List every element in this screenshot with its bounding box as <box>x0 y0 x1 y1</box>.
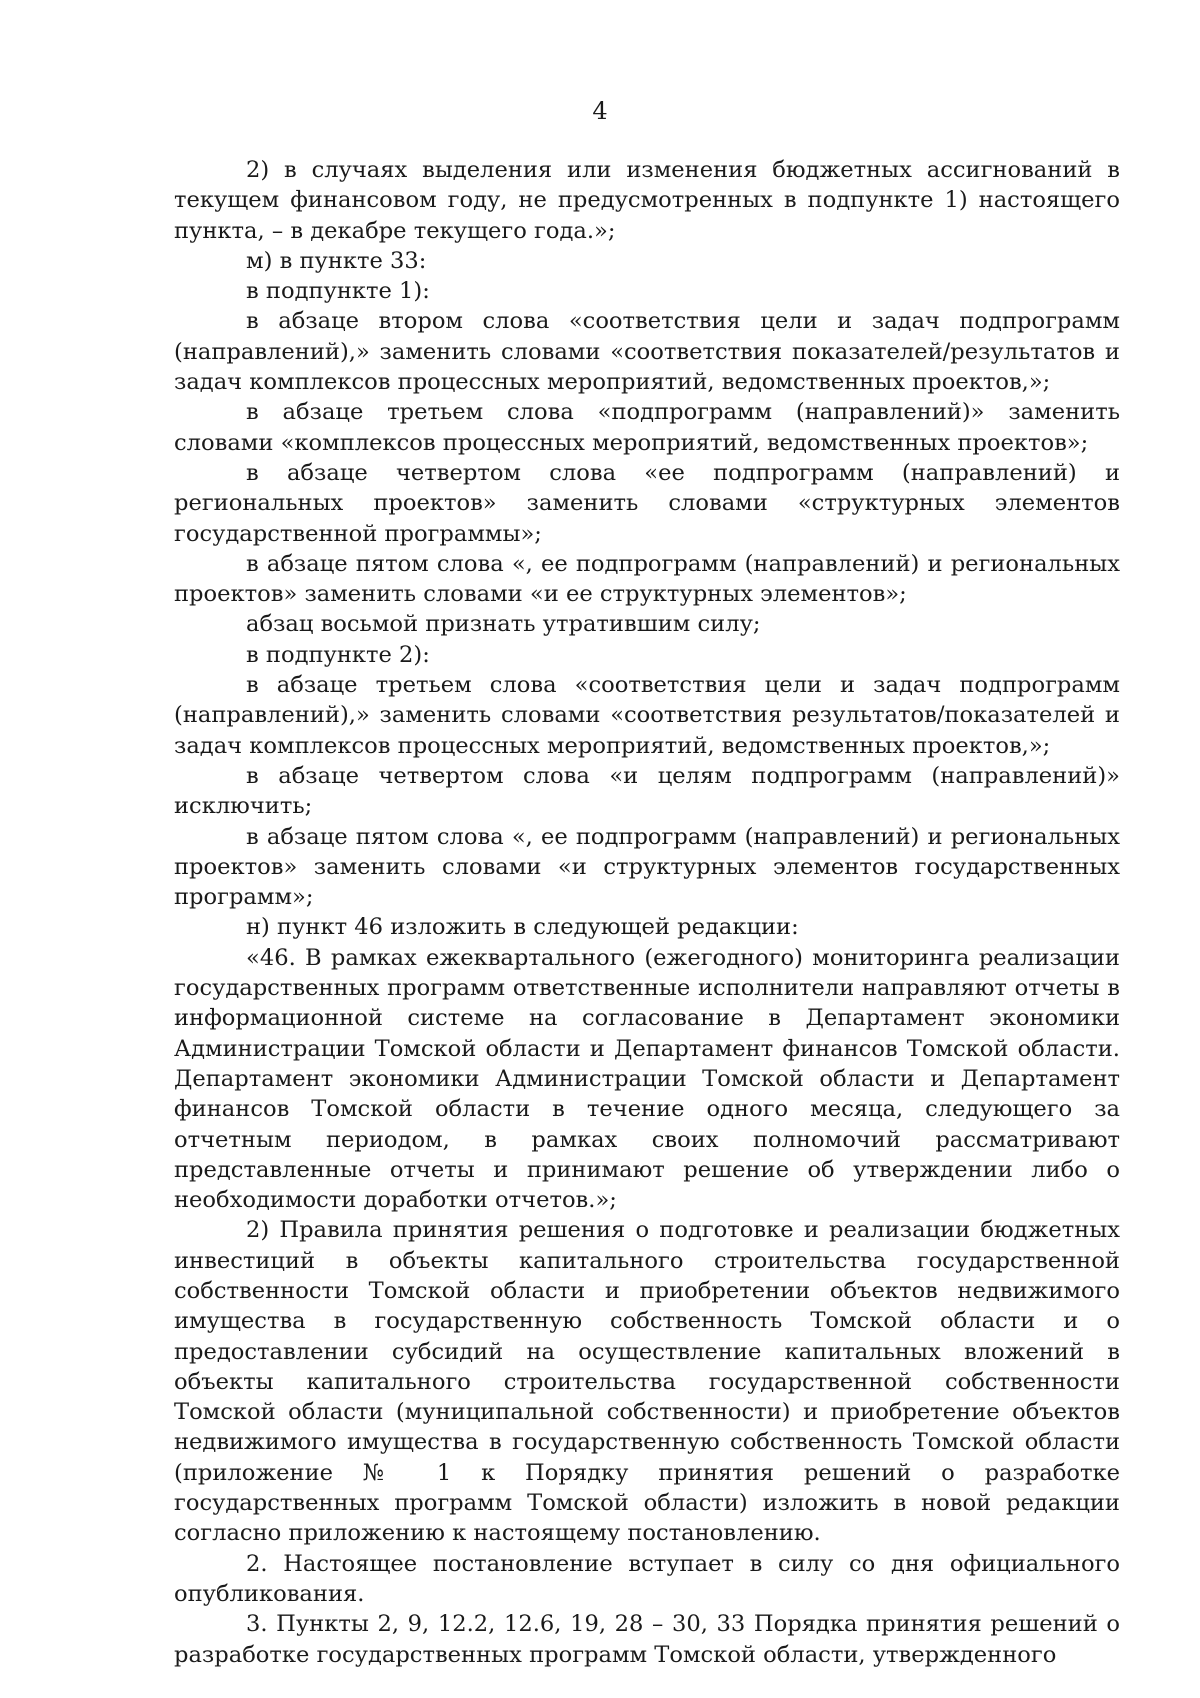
paragraph: н) пункт 46 изложить в следующей редакции: <box>246 914 799 941</box>
paragraph: в абзаце пятом слова «, ее подпрограмм (направлений) и региональных проектов» заменить словами «и ее структурных элементов»; <box>174 550 1120 608</box>
paragraph: м) в пункте 33: <box>246 247 427 274</box>
paragraph: в подпункте 2): <box>246 641 430 668</box>
paragraph: 2) в случаях выделения или изменения бюджетных ассигнований в текущем финансовом году, не предусмотренных в подпункте 1) настоящего пункта, – в декабре текущего года.»; <box>174 157 1120 244</box>
paragraph: абзац восьмой признать утратившим силу; <box>246 611 761 638</box>
paragraph: в подпункте 1): <box>246 278 430 305</box>
paragraph: в абзаце четвертом слова «и целям подпрограмм (направлений)» исключить; <box>174 762 1120 820</box>
paragraph: «46. В рамках ежеквартального (ежегодного) мониторинга реализации государственных программ ответственные исполнители направляют отчеты в информационной системе на согласование в Департамент экономики Администрации Томской области и Департамент финансов Томской области. Департамент экономики Администрации Томской области и Департамент финансов Томской области в течение одного месяца, следующего за отчетным периодом, в рамках своих полномочий рассматривают представленные отчеты и принимают решение об утверждении либо о необходимости доработки отчетов.»; <box>174 944 1120 1214</box>
paragraph: в абзаце третьем слова «подпрограмм (направлений)» заменить словами «комплексов процессных мероприятий, ведомственных проектов»; <box>174 399 1120 456</box>
document-body <box>174 155 1120 1670</box>
paragraph: в абзаце третьем слова «соответствия цели и задач подпрограмм (направлений),» заменить словами «соответствия результатов/показателей и задач комплексов процессных мероприятий, ведомственных проектов,»; <box>174 672 1120 759</box>
paragraph: в абзаце четвертом слова «ее подпрограмм (направлений) и региональных проектов» заменить словами «структурных элементов государственной программы»; <box>174 459 1120 547</box>
paragraph: 3. Пункты 2, 9, 12.2, 12.6, 19, 28 – 30, 33 Порядка принятия решений о разработке государственных программ Томской области, утвержденного <box>174 1611 1120 1668</box>
paragraph: 2. Настоящее постановление вступает в силу со дня официального опубликования. <box>174 1550 1120 1607</box>
paragraph: 2) Правила принятия решения о подготовке и реализации бюджетных инвестиций в объекты капитального строительства государственной собственности Томской области и приобретении объектов недвижимого имущества в государственную собственность Томской области и о предоставлении субсидий на осуществление капитальных вложений в объекты капитального строительства государственной собственности Томской области (муниципальной собственности) и приобретение объектов недвижимого имущества в государственную собственность Томской области (приложение № 1 к Порядку принятия решений о разработке государственных программ Томской области) изложить в новой редакции согласно приложению к настоящему постановлению. <box>174 1217 1120 1547</box>
paragraph: в абзаце пятом слова «, ее подпрограмм (направлений) и региональных проектов» заменить словами «и структурных элементов государственных программ»; <box>174 823 1120 911</box>
paragraph: в абзаце втором слова «соответствия цели и задач подпрограмм (направлений),» заменить словами «соответствия показателей/результатов и задач комплексов процессных мероприятий, ведомственных проектов,»; <box>174 308 1120 396</box>
page-number: 4 <box>592 97 608 125</box>
